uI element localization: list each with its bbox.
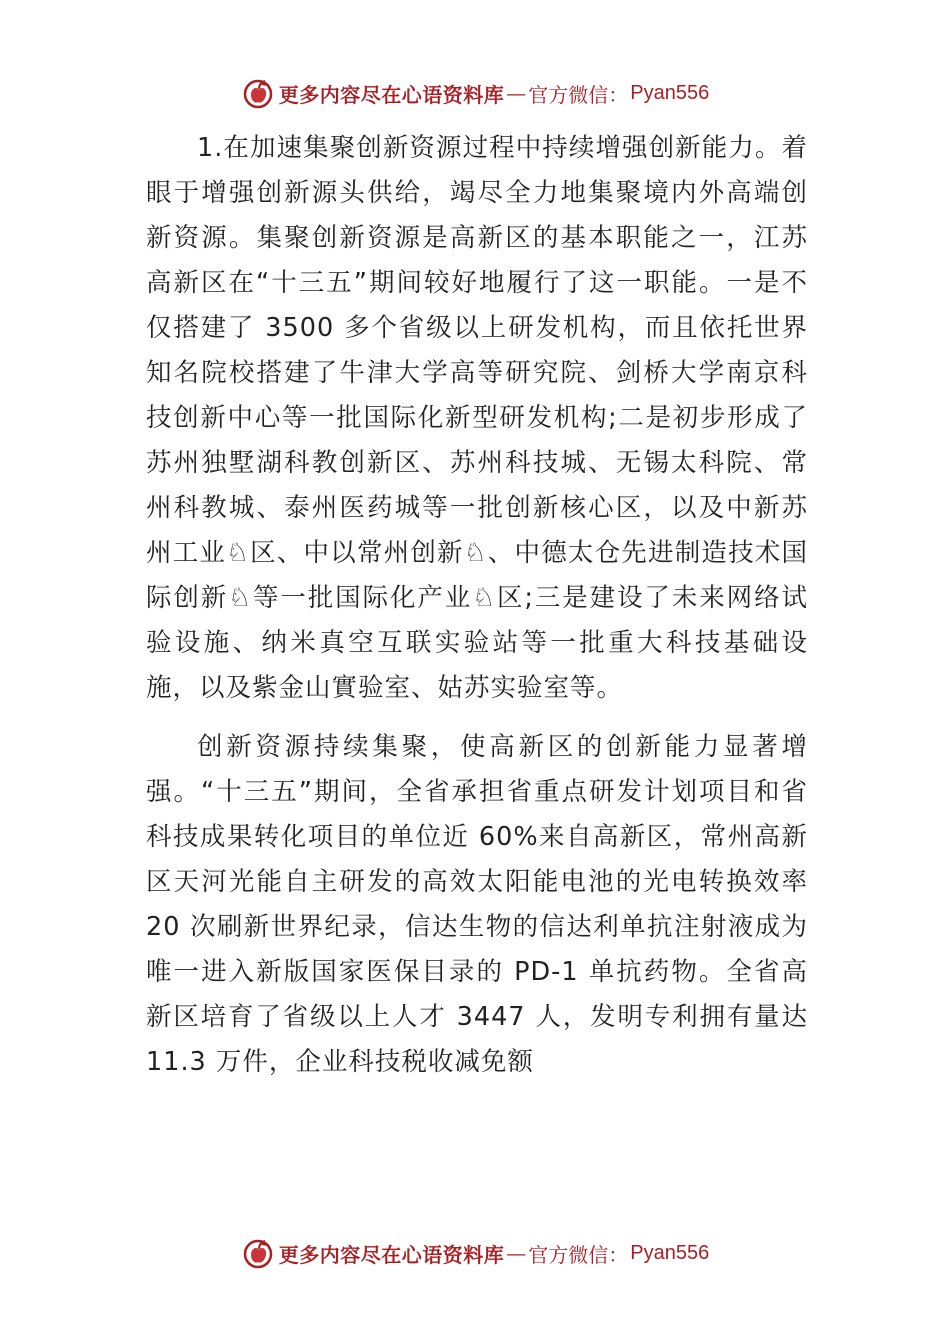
- banner-separator: —: [506, 1241, 527, 1265]
- banner-wechat-label: 官方微信：: [528, 1242, 629, 1267]
- banner-slogan: 更多内容尽在心语资料库: [278, 1242, 505, 1267]
- footer-banner: [0, 1233, 950, 1273]
- banner-separator: —: [506, 81, 527, 105]
- apple-logo-icon: [241, 1236, 275, 1270]
- banner-wechat-label: 官方微信：: [528, 82, 629, 107]
- document-body: [146, 126, 808, 1085]
- apple-logo-icon: [241, 76, 275, 110]
- paragraph-2: 创新资源持续集聚，使高新区的创新能力显著增强。“十三五”期间，全省承担省重点研发计划项目和省科技成果转化项目的单位近 60%来自高新区，常州高新区天河光能自主研发的高效太阳能电池的光电转换效率 20 次刷新世界纪录，信达生物的信达利单抗注射液成为唯一进入新版国家医保目录的 PD-1 单抗药物。全省高新区培育了省级以上人才 3447 人，发明专利拥有量达 11.3 万件，企业科技税收减免额: [146, 732, 808, 1077]
- header-banner: [0, 73, 950, 113]
- paragraph-1: 1.在加速集聚创新资源过程中持续增强创新能力。着眼于增强创新源头供给，竭尽全力地集聚境内外高端创新资源。集聚创新资源是高新区的基本职能之一，江苏高新区在“十三五”期间较好地履行了这一职能。一是不仅搭建了 3500 多个省级以上研发机构，而且依托世界知名院校搭建了牛津大学高等研究院、剑桥大学南京科技创新中心等一批国际化新型研发机构;二是初步形成了苏州独墅湖科教创新区、苏州科技城、无锡太科院、常州科教城、泰州医药城等一批创新核心区，以及中新苏州工业♘区、中以常州创新♘、中德太仓先进制造技术国际创新♘等一批国际化产业♘区;三是建设了未来网络试验设施、纳米真空互联实验站等一批重大科技基础设施，以及紫金山實验室、姑苏实验室等。: [146, 133, 808, 703]
- banner-wechat-id: Pyan556: [630, 1241, 710, 1264]
- banner-slogan: 更多内容尽在心语资料库: [278, 82, 505, 107]
- banner-wechat-id: Pyan556: [630, 81, 710, 104]
